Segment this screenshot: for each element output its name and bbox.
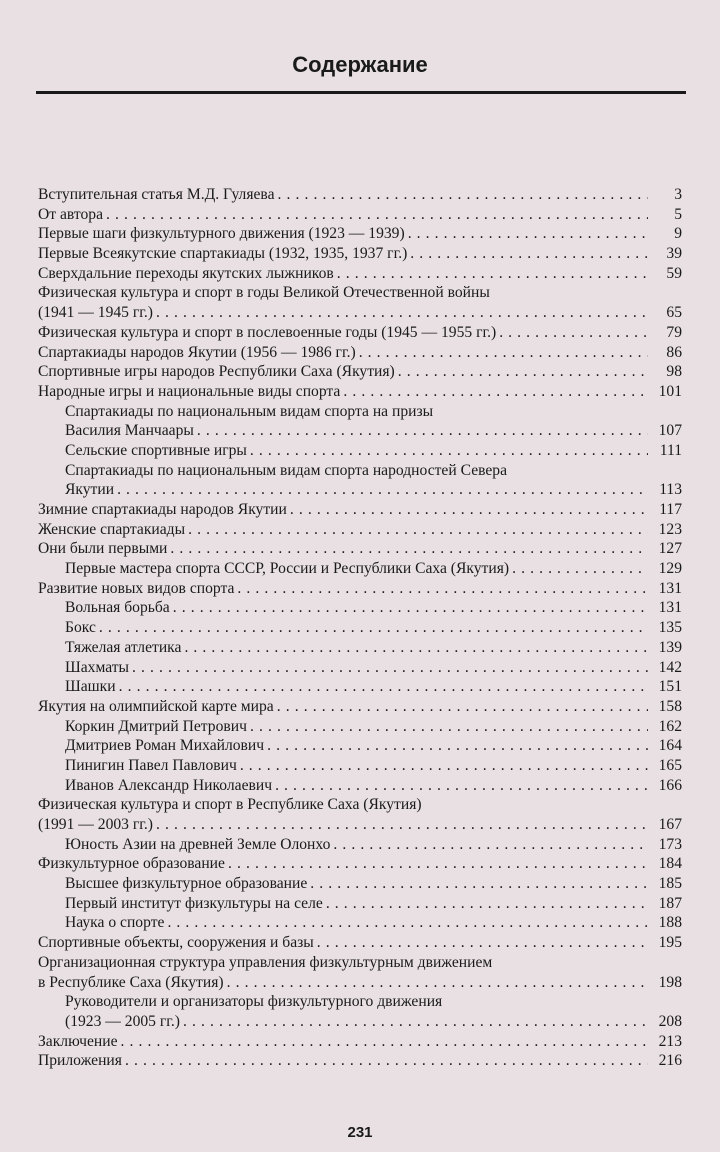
entry-title: Приложения xyxy=(38,1052,122,1070)
toc-entry[interactable] xyxy=(38,874,682,894)
entry-title: Коркин Дмитрий Петрович xyxy=(65,717,247,735)
toc-entry[interactable] xyxy=(38,244,682,264)
entry-title: Юность Азии на древней Земле Олонхо xyxy=(65,835,331,853)
entry-page: 158 xyxy=(658,697,682,715)
entry-title: Спартакиады народов Якутии (1956 — 1986 гг.) xyxy=(38,343,356,361)
toc-line xyxy=(38,402,682,422)
leader-dots xyxy=(96,618,648,638)
leader-dots xyxy=(167,539,648,559)
entry-page: 127 xyxy=(658,540,682,558)
entry-page: 9 xyxy=(674,225,682,243)
title-rule xyxy=(36,91,686,94)
leader-dots xyxy=(114,480,648,500)
leader-dots xyxy=(307,874,648,894)
toc-line xyxy=(38,264,682,284)
toc-entry[interactable] xyxy=(38,500,682,520)
entry-title: Спартакиады по национальным видам спорта народностей Севера xyxy=(65,461,508,479)
toc-entry[interactable] xyxy=(38,658,682,678)
entry-page: 131 xyxy=(658,579,682,597)
toc-entry[interactable] xyxy=(38,224,682,244)
entry-title: Шашки xyxy=(65,678,116,696)
toc-line xyxy=(38,874,682,894)
entry-page: 113 xyxy=(659,481,682,499)
leader-dots xyxy=(234,579,648,599)
toc-line xyxy=(38,362,682,382)
toc-line xyxy=(38,677,682,697)
entry-title: Организационная структура управления физкультурным движением xyxy=(38,953,493,971)
leader-dots xyxy=(356,343,648,363)
entry-title: в Республике Саха (Якутия) xyxy=(38,973,224,991)
leader-dots xyxy=(225,854,648,874)
toc-line xyxy=(38,421,682,441)
entry-page: 185 xyxy=(658,875,682,893)
toc-entry[interactable] xyxy=(38,205,682,225)
toc-entry[interactable] xyxy=(38,579,682,599)
entry-title: Они были первыми xyxy=(38,540,168,558)
toc-entry[interactable] xyxy=(38,382,682,402)
entry-title: Иванов Александр Николаевич xyxy=(65,776,273,794)
entry-page: 216 xyxy=(658,1052,682,1070)
entry-title: (1991 — 2003 гг.) xyxy=(38,816,153,833)
entry-title: Вольная борьба xyxy=(65,599,170,617)
toc-line xyxy=(38,756,682,776)
toc-entry[interactable] xyxy=(38,894,682,914)
entry-page: 5 xyxy=(674,205,682,223)
leader-dots xyxy=(272,776,648,796)
entry-title: Шахматы xyxy=(65,658,130,676)
entry-page: 101 xyxy=(658,382,682,400)
toc-entry[interactable] xyxy=(38,933,682,953)
entry-title: Спортивные игры народов Республики Саха (Якутия) xyxy=(38,363,395,381)
toc-entry[interactable] xyxy=(38,441,682,461)
toc-line xyxy=(38,539,682,559)
entry-title: Дмитриев Роман Михайлович xyxy=(65,737,265,755)
leader-dots xyxy=(496,323,648,343)
toc-line xyxy=(38,894,682,914)
entry-page: 184 xyxy=(658,855,682,873)
toc-entry[interactable] xyxy=(38,717,682,737)
entry-title: Зимние спартакиады народов Якутии xyxy=(38,501,287,518)
toc-entry[interactable] xyxy=(38,776,682,796)
toc-line xyxy=(38,224,682,244)
leader-dots xyxy=(153,303,648,323)
leader-dots xyxy=(118,1032,648,1052)
entry-page: 117 xyxy=(659,501,682,518)
leader-dots xyxy=(247,441,648,461)
toc-line xyxy=(38,283,682,303)
entry-page: 208 xyxy=(658,1012,682,1030)
toc-entry[interactable] xyxy=(38,461,682,500)
entry-title: Первые Всеякутские спартакиады (1932, 1935, 1937 гг.) xyxy=(38,245,408,263)
entry-page: 139 xyxy=(658,638,682,656)
toc-line xyxy=(38,776,682,796)
leader-dots xyxy=(237,756,648,776)
entry-title: Вступительная статья М.Д. Гуляева xyxy=(38,186,275,203)
entry-title: Сельские спортивные игры xyxy=(65,441,247,459)
entry-page: 187 xyxy=(658,894,682,912)
toc-line xyxy=(38,244,682,264)
toc-entry[interactable] xyxy=(38,402,682,441)
entry-title: Физкультурное образование xyxy=(38,855,225,873)
toc-line xyxy=(38,343,682,363)
entry-title: Руководители и организаторы физкультурного движения xyxy=(65,993,443,1011)
leader-dots xyxy=(395,362,648,382)
entry-title: Наука о спорте xyxy=(65,914,165,932)
entry-title: Бокс xyxy=(65,619,96,637)
leader-dots xyxy=(164,913,648,933)
toc-line xyxy=(38,717,682,737)
entry-page: 188 xyxy=(658,914,682,932)
toc-line xyxy=(38,559,682,579)
toc-line xyxy=(38,658,682,678)
leader-dots xyxy=(129,658,648,678)
toc-entry[interactable] xyxy=(38,992,682,1031)
entry-page: 39 xyxy=(666,245,682,263)
leader-dots xyxy=(153,815,648,835)
toc-entry[interactable] xyxy=(38,264,682,284)
toc-entry[interactable] xyxy=(38,835,682,855)
entry-title: Физическая культура и спорт в Республике Саха (Якутия) xyxy=(38,796,422,814)
entry-page: 107 xyxy=(658,422,682,440)
toc-line xyxy=(38,815,682,835)
leader-dots xyxy=(287,500,648,520)
entry-title: Первый институт физкультуры на селе xyxy=(65,894,323,912)
toc-entry[interactable] xyxy=(38,323,682,343)
leader-dots xyxy=(274,697,648,717)
toc-line xyxy=(38,835,682,855)
entry-title: Развитие новых видов спорта xyxy=(38,579,235,597)
table-of-contents xyxy=(38,185,682,1071)
leader-dots xyxy=(275,185,648,205)
leader-dots xyxy=(224,973,648,993)
leader-dots xyxy=(247,717,648,737)
leader-dots xyxy=(334,264,648,284)
entry-title: Первые шаги физкультурного движения (1923 — 1939) xyxy=(38,225,405,243)
entry-title: От автора xyxy=(38,205,103,223)
toc-line xyxy=(38,1051,682,1071)
entry-title: Спортивные объекты, сооружения и базы xyxy=(38,934,314,952)
leader-dots xyxy=(185,520,648,540)
leader-dots xyxy=(340,382,648,402)
leader-dots xyxy=(181,638,648,658)
toc-entry[interactable] xyxy=(38,677,682,697)
toc-line xyxy=(38,1012,682,1032)
entry-title: Первые мастера спорта СССР, России и Республики Саха (Якутия) xyxy=(65,560,510,578)
toc-entry[interactable] xyxy=(38,559,682,579)
entry-title: Женские спартакиады xyxy=(38,520,186,538)
entry-page: 129 xyxy=(658,560,682,578)
entry-page: 151 xyxy=(658,678,682,696)
toc-entry[interactable] xyxy=(38,697,682,717)
toc-line xyxy=(38,461,682,481)
entry-title: Пинигин Павел Павлович xyxy=(65,756,237,774)
entry-page: 195 xyxy=(658,934,682,952)
entry-page: 198 xyxy=(658,973,682,991)
toc-entry[interactable] xyxy=(38,638,682,658)
toc-entry[interactable] xyxy=(38,736,682,756)
toc-line xyxy=(38,854,682,874)
entry-page: 167 xyxy=(658,816,682,833)
toc-entry[interactable] xyxy=(38,598,682,618)
leader-dots xyxy=(103,205,648,225)
toc-line xyxy=(38,795,682,815)
toc-line xyxy=(38,697,682,717)
toc-line xyxy=(38,953,682,973)
entry-page: 3 xyxy=(674,186,682,203)
entry-page: 166 xyxy=(658,776,682,794)
leader-dots xyxy=(264,736,648,756)
entry-title: (1941 — 1945 гг.) xyxy=(38,304,153,322)
entry-title: Физическая культура и спорт в годы Великой Отечественной войны xyxy=(38,284,490,302)
entry-page: 123 xyxy=(658,520,682,538)
toc-line xyxy=(38,973,682,993)
toc-line xyxy=(38,736,682,756)
page-number: 231 xyxy=(347,1124,373,1141)
entry-page: 98 xyxy=(666,363,682,381)
entry-title: Якутии xyxy=(65,481,115,499)
leader-dots xyxy=(122,1051,648,1071)
entry-title: (1923 — 2005 гг.) xyxy=(65,1012,180,1030)
entry-page: 65 xyxy=(666,304,682,322)
entry-page: 142 xyxy=(658,658,682,676)
toc-entry[interactable] xyxy=(38,795,682,834)
toc-line xyxy=(38,480,682,500)
toc-line xyxy=(38,992,682,1012)
toc-line xyxy=(38,1032,682,1052)
toc-line xyxy=(38,520,682,540)
leader-dots xyxy=(170,598,648,618)
entry-title: Высшее физкультурное образование xyxy=(65,875,308,893)
page-title: Содержание xyxy=(292,52,428,77)
toc-line xyxy=(38,598,682,618)
toc-entry[interactable] xyxy=(38,618,682,638)
toc-line xyxy=(38,323,682,343)
toc-line xyxy=(38,441,682,461)
entry-page: 164 xyxy=(658,737,682,755)
entry-page: 162 xyxy=(658,717,682,735)
toc-entry[interactable] xyxy=(38,854,682,874)
toc-entry[interactable] xyxy=(38,539,682,559)
leader-dots xyxy=(180,1012,648,1032)
leader-dots xyxy=(116,677,648,697)
toc-line xyxy=(38,500,682,520)
toc-line xyxy=(38,205,682,225)
entry-title: Сверхдальние переходы якутских лыжников xyxy=(38,264,334,282)
toc-entry[interactable] xyxy=(38,283,682,322)
toc-line xyxy=(38,638,682,658)
entry-title: Заключение xyxy=(38,1032,118,1050)
leader-dots xyxy=(194,421,648,441)
entry-page: 165 xyxy=(658,756,682,774)
entry-title: Физическая культура и спорт в послевоенные годы (1945 — 1955 гг.) xyxy=(38,323,497,341)
toc-line xyxy=(38,185,682,205)
entry-page: 213 xyxy=(658,1032,682,1050)
toc-entry[interactable] xyxy=(38,343,682,363)
entry-title: Василия Манчаары xyxy=(65,422,194,440)
entry-page: 86 xyxy=(666,343,682,361)
entry-page: 79 xyxy=(666,323,682,341)
leader-dots xyxy=(405,224,648,244)
toc-entry[interactable] xyxy=(38,1032,682,1052)
toc-line xyxy=(38,382,682,402)
leader-dots xyxy=(509,559,648,579)
entry-page: 173 xyxy=(658,835,682,853)
entry-title: Спартакиады по национальным видам спорта на призы xyxy=(65,402,434,420)
entry-title: Якутия на олимпийской карте мира xyxy=(38,697,274,715)
entry-page: 135 xyxy=(658,619,682,637)
entry-page: 111 xyxy=(659,441,682,459)
leader-dots xyxy=(407,244,648,264)
toc-entry[interactable] xyxy=(38,953,682,992)
toc-entry[interactable] xyxy=(38,756,682,776)
entry-page: 131 xyxy=(658,599,682,617)
entry-title: Тяжелая атлетика xyxy=(65,638,182,656)
toc-entry[interactable] xyxy=(38,362,682,382)
toc-line xyxy=(38,579,682,599)
toc-entry[interactable] xyxy=(38,913,682,933)
toc-line xyxy=(38,913,682,933)
toc-line xyxy=(38,933,682,953)
toc-line xyxy=(38,303,682,323)
entry-page: 59 xyxy=(666,264,682,282)
toc-line xyxy=(38,618,682,638)
entry-title: Народные игры и национальные виды спорта xyxy=(38,382,341,400)
toc-entry[interactable] xyxy=(38,520,682,540)
leader-dots xyxy=(323,894,648,914)
leader-dots xyxy=(314,933,648,953)
toc-entry[interactable] xyxy=(38,185,682,205)
toc-entry[interactable] xyxy=(38,1051,682,1071)
leader-dots xyxy=(330,835,648,855)
